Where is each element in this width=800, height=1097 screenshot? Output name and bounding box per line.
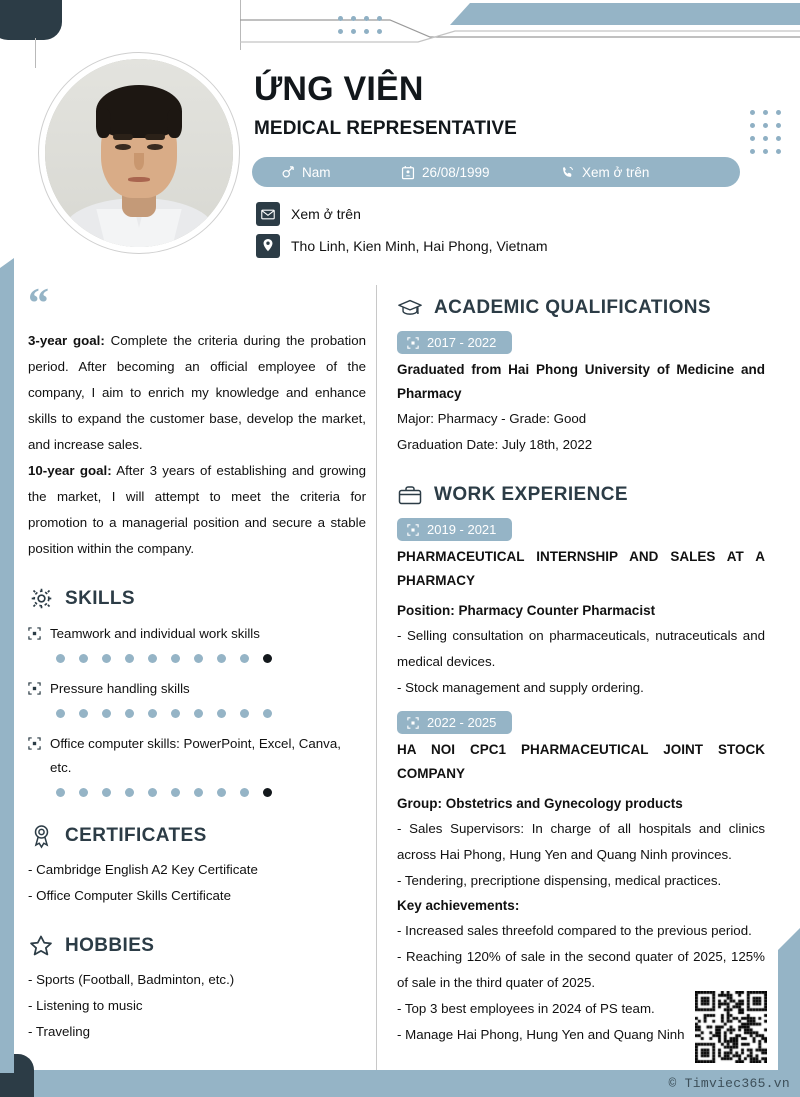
goal-3-year-label: 3-year goal:: [28, 332, 105, 348]
skill-dot: [171, 709, 180, 718]
skill-label-row: [28, 732, 366, 780]
certificates-list: [28, 857, 366, 909]
entry-title: Graduated from Hai Phong University of Medicine and Pharmacy: [397, 362, 765, 401]
entry-subtitle: Group: Obstetrics and Gynecology products: [397, 796, 683, 811]
work-entries: [397, 508, 765, 1048]
entry-line: - Selling consultation on pharmaceuticals, nutraceuticals and medical devices.: [397, 628, 765, 669]
skill-rating-dots: [56, 788, 366, 797]
skill-item: [28, 622, 366, 663]
star-icon: [28, 933, 54, 959]
skill-dot: [263, 788, 272, 797]
academic-entry: [397, 321, 765, 458]
section-header-certificates: [28, 823, 366, 849]
target-bullet-icon: [28, 737, 41, 750]
map-pin-icon: [256, 234, 280, 258]
gear-icon: [28, 586, 54, 612]
skill-dot: [194, 709, 203, 718]
avatar: [38, 52, 240, 254]
skill-label-row: [28, 622, 366, 646]
skill-dot: [148, 788, 157, 797]
period-chip-label: 2022 - 2025: [427, 715, 497, 730]
target-chip-icon: [407, 337, 419, 349]
footer-credit: © Timviec365.vn: [668, 1076, 790, 1091]
skill-dot: [240, 654, 249, 663]
decor-left-blue-strip: [0, 258, 14, 1073]
entry-subtitle: Position: Pharmacy Counter Pharmacist: [397, 603, 656, 618]
period-chip: [397, 331, 512, 354]
info-birthdate: [400, 165, 560, 180]
skill-label-row: [28, 677, 366, 701]
skill-dot: [102, 654, 111, 663]
id-card-icon: [400, 165, 415, 180]
skill-dot: [263, 709, 272, 718]
skill-dot: [217, 788, 226, 797]
target-chip-icon: [407, 717, 419, 729]
skill-dot: [217, 654, 226, 663]
skill-label: Office computer skills: PowerPoint, Excel, Canva, etc.: [50, 735, 341, 775]
work-entry: [397, 508, 765, 701]
contact-address-value: Tho Linh, Kien Minh, Hai Phong, Vietnam: [291, 238, 548, 254]
skill-dot: [171, 788, 180, 797]
quote-icon: “: [28, 281, 49, 327]
entry-line: - Sales Supervisors: In charge of all hospitals and clinics across Hai Phong, Hung Yen and Quang Ninh provinces.: [397, 821, 765, 862]
achievement-line: - Top 3 best employees in 2024 of PS team.: [397, 1001, 655, 1016]
entry-line: - Tendering, precriptione dispensing, medical practices.: [397, 873, 722, 888]
skill-dot: [56, 788, 65, 797]
skill-dot: [79, 709, 88, 718]
skill-dot: [263, 654, 272, 663]
skill-dot: [240, 788, 249, 797]
contact-email-value: Xem ở trên: [291, 206, 361, 222]
qr-code: [692, 988, 770, 1066]
certificate-item: - Office Computer Skills Certificate: [28, 887, 231, 903]
goal-3-year: [28, 328, 366, 458]
academic-entries: [397, 321, 765, 458]
info-gender: [280, 165, 400, 180]
skill-dot: [56, 709, 65, 718]
skill-dot: [171, 654, 180, 663]
achievement-line: - Increased sales threefold compared to the previous period.: [397, 923, 752, 938]
section-header-hobbies: [28, 933, 366, 959]
right-column: [397, 295, 765, 1048]
skill-dot: [148, 654, 157, 663]
section-header-academic: [397, 295, 765, 321]
skill-dot: [217, 709, 226, 718]
hobby-item: - Traveling: [28, 1023, 91, 1039]
section-title-skills: SKILLS: [65, 587, 135, 609]
contact-address: [256, 234, 548, 258]
entry-line: - Stock management and supply ordering.: [397, 680, 644, 695]
page-title: ỨNG VIÊN: [254, 70, 424, 108]
decor-dot-grid-right: [750, 110, 781, 154]
skill-item: [28, 732, 366, 797]
avatar-photo: [45, 59, 233, 247]
decor-header-stroke-lower: [240, 28, 800, 50]
decor-corner-top-left: [0, 0, 62, 40]
period-chip: [397, 711, 512, 734]
section-header-skills: [28, 586, 366, 612]
left-column: [28, 281, 367, 1045]
period-chip: [397, 518, 512, 541]
skill-dot: [79, 654, 88, 663]
skill-dot: [125, 654, 134, 663]
graduation-cap-icon: [397, 295, 423, 321]
decor-header-vline-left: [35, 38, 36, 68]
hobby-item: - Sports (Football, Badminton, etc.): [28, 971, 235, 987]
column-divider: [376, 285, 377, 1070]
skill-dot: [194, 654, 203, 663]
briefcase-icon: [397, 482, 423, 508]
envelope-icon: [256, 202, 280, 226]
entry-title: HA NOI CPC1 PHARMACEUTICAL JOINT STOCK COMPANY: [397, 742, 765, 781]
gender-icon: [280, 165, 295, 180]
certificate-item: - Cambridge English A2 Key Certificate: [28, 861, 258, 877]
skill-dot: [102, 788, 111, 797]
skill-label: Pressure handling skills: [50, 680, 190, 696]
info-bar: [252, 157, 740, 187]
skill-dot: [125, 709, 134, 718]
decor-right-blue-strip: [778, 928, 800, 1078]
entry-line: Major: Pharmacy - Grade: Good: [397, 411, 587, 426]
target-bullet-icon: [28, 627, 41, 640]
section-title-academic: ACADEMIC QUALIFICATIONS: [434, 297, 711, 318]
target-bullet-icon: [28, 682, 41, 695]
achievement-line: - Reaching 120% of sale in the second quater of 2025, 125% of sale in the third quater of 2025.: [397, 949, 765, 990]
section-header-work: [397, 482, 765, 508]
period-chip-label: 2017 - 2022: [427, 335, 497, 350]
info-gender-value: Nam: [302, 164, 331, 180]
phone-icon: [560, 165, 575, 180]
info-birthdate-value: 26/08/1999: [422, 164, 490, 180]
job-title: MEDICAL REPRESENTATIVE: [254, 118, 517, 139]
info-phone-value: Xem ở trên: [582, 164, 650, 180]
section-title-work: WORK EXPERIENCE: [434, 484, 628, 505]
goal-10-year: [28, 458, 366, 562]
section-title-hobbies: HOBBIES: [65, 934, 155, 956]
goal-10-year-text: After 3 years of establishing and growing the market, I will attempt to meet the criteria for promotion to a managerial position and secure a stable position within the company.: [28, 462, 366, 556]
decor-dot-grid-top: [338, 16, 382, 34]
skills-list: [28, 622, 366, 797]
goal-3-year-text: Complete the criteria during the probation period. After becoming an official employee of the company, I aim to enrich my knowledge and enhance skills to expand the customer base, develop the market, and increase sales.: [28, 332, 367, 452]
skill-item: [28, 677, 366, 718]
entry-line: Graduation Date: July 18th, 2022: [397, 437, 593, 452]
entry-title: PHARMACEUTICAL INTERNSHIP AND SALES AT A PHARMACY: [397, 549, 765, 588]
info-phone: [560, 165, 649, 180]
skill-dot: [56, 654, 65, 663]
skill-rating-dots: [56, 709, 366, 718]
goal-10-year-label: 10-year goal:: [28, 462, 112, 478]
target-chip-icon: [407, 524, 419, 536]
contact-email: [256, 202, 361, 226]
section-title-certificates: CERTIFICATES: [65, 824, 207, 846]
period-chip-label: 2019 - 2021: [427, 522, 497, 537]
award-ribbon-icon: [28, 823, 54, 849]
achievement-line: - Manage Hai Phong, Hung Yen and Quang Ninh: [397, 1027, 685, 1042]
skill-dot: [125, 788, 134, 797]
hobby-item: - Listening to music: [28, 997, 143, 1013]
achievements-label: Key achievements:: [397, 898, 520, 913]
hobbies-list: [28, 967, 366, 1045]
skill-dot: [148, 709, 157, 718]
skill-dot: [240, 709, 249, 718]
skill-rating-dots: [56, 654, 366, 663]
skill-dot: [102, 709, 111, 718]
skill-dot: [194, 788, 203, 797]
skill-dot: [79, 788, 88, 797]
skill-label: Teamwork and individual work skills: [50, 625, 260, 641]
